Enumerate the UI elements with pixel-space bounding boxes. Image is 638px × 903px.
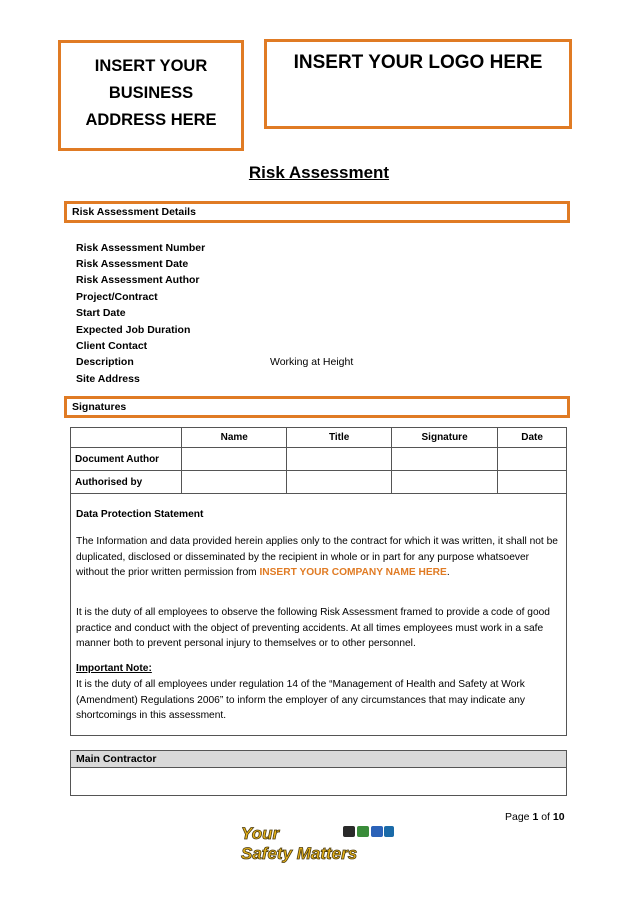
important-note-text: It is the duty of all employees under regulation 14 of the “Management of Health and Safety at Work (Amendment) Regulations 2006” to inform the employer of any circumstances that may indicate any shortcomings in this assessment. <box>76 679 526 721</box>
description-value: Working at Height <box>270 356 354 368</box>
name-cell[interactable] <box>182 448 287 471</box>
row-label: Authorised by <box>71 471 182 494</box>
data-protection-heading: Data Protection Statement <box>76 509 204 520</box>
table-row <box>71 448 567 471</box>
field-label: Risk Assessment Date <box>76 258 189 270</box>
main-contractor-header: Main Contractor <box>70 750 567 768</box>
row-label: Document Author <box>71 448 182 471</box>
column-header: Signature <box>392 428 498 448</box>
signatures-table <box>70 427 567 494</box>
address-line: ADDRESS HERE <box>85 111 217 129</box>
field-label: Start Date <box>76 307 126 319</box>
safety-icons <box>343 826 394 837</box>
page-number: Page 1 of 10 <box>505 811 565 823</box>
column-header <box>71 428 182 448</box>
logo-placeholder-text: INSERT YOUR LOGO HERE <box>293 52 543 73</box>
company-name-placeholder: INSERT YOUR COMPANY NAME HERE <box>259 567 447 578</box>
section-header-signatures: Signatures <box>64 396 570 418</box>
signature-cell[interactable] <box>392 448 498 471</box>
title-cell[interactable] <box>287 448 392 471</box>
column-header: Date <box>498 428 567 448</box>
column-header: Name <box>182 428 287 448</box>
duty-paragraph: It is the duty of all employees to observe the following Risk Assessment framed to provide a code of good practice and conduct with the object of preventing accidents. At all times employees must work in a safe manner both to prevent personal injury to themselves or to other personnel. <box>76 607 550 649</box>
page-title: Risk Assessment <box>248 163 390 182</box>
column-header: Title <box>287 428 392 448</box>
important-note-heading: Important Note: <box>76 663 152 674</box>
brand-line-1: Your <box>241 824 280 843</box>
logo-placeholder <box>264 39 572 129</box>
address-line: INSERT YOUR <box>94 57 208 75</box>
field-label: Risk Assessment Number <box>76 242 206 254</box>
field-label: Expected Job Duration <box>76 324 191 336</box>
field-label: Client Contact <box>76 340 148 352</box>
section-header-details: Risk Assessment Details <box>64 201 570 223</box>
date-cell[interactable] <box>498 448 567 471</box>
your-safety-matters-logo <box>239 822 399 864</box>
main-contractor-field[interactable] <box>70 767 567 796</box>
brand-line-2: Safety Matters <box>241 844 358 863</box>
field-label: Risk Assessment Author <box>76 274 200 286</box>
business-address-placeholder <box>58 40 244 151</box>
field-label: Description <box>76 356 134 368</box>
field-label: Project/Contract <box>76 291 158 303</box>
address-line: BUSINESS <box>108 84 194 102</box>
data-protection-paragraph: The Information and data provided herein applies only to the contract for which it was written, it shall not be duplicated, disclosed or disseminated by the recipient in whole or in part for any purpose whatsoever without the prior written permission from INSERT YOUR COMPANY NAME HERE. <box>76 536 558 578</box>
field-label: Site Address <box>76 373 140 385</box>
table-header-row <box>71 428 567 448</box>
